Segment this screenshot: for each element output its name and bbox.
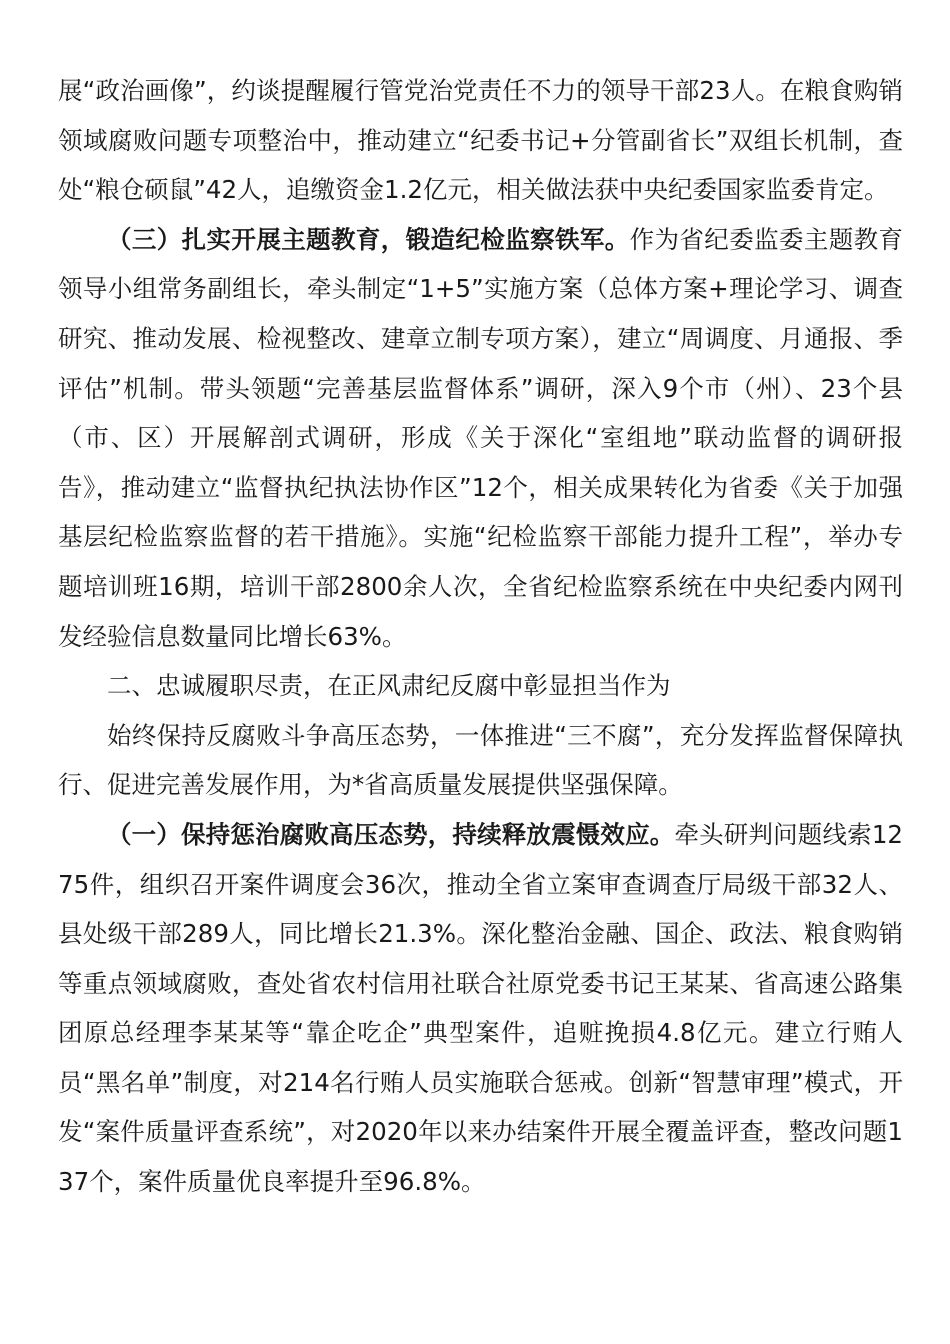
paragraph-continued: 展“政治画像”，约谈提醒履行管党治党责任不力的领导干部23人。在粮食购销领域腐败问题专项整治中，推动建立“纪委书记+分管副省长”双组长机制，查处“粮仓硕鼠”42人，追缴资金1.2亿元，相关做法获中央纪委国家监委肯定。: [58, 76, 903, 205]
chapter-two-heading: 二、忠诚履职尽责，在正风肃纪反腐中彰显担当作为: [107, 671, 671, 701]
section-three-body: 作为省纪委监委主题教育领导小组常务副组长，牵头制定“1+5”实施方案（总体方案+理论学习、调查研究、推动发展、检视整改、建章立制专项方案），建立“周调度、月通报、季评估”机制。带头领题“完善基层监督体系”调研，深入9个市（州）、23个县（市、区）开展解剖式调研，形成《关于深化“室组地”联动监督的调研报告》，推动建立“监督执纪执法协作区”12个，相关成果转化为省委《关于加强基层纪检监察监督的若干措施》。实施“纪检监察干部能力提升工程”，举办专题培训班16期，培训干部2800余人次，全省纪检监察系统在中央纪委内网刊发经验信息数量同比增长63%。: [58, 224, 904, 651]
section-one-heading: （一）保持惩治腐败高压态势，持续释放震慑效应。: [107, 819, 675, 849]
chapter-two-intro: 始终保持反腐败斗争高压态势，一体推进“三不腐”，充分发挥监督保障执行、促进完善发展作用，为*省高质量发展提供坚强保障。: [58, 720, 903, 800]
section-one-body: 牵头研判问题线索1275件，组织召开案件调度会36次，推动全省立案审查调查厅局级干部32人、县处级干部289人，同比增长21.3%。深化整治金融、国企、政法、粮食购销等重点领域腐败，查处省农村信用社联合社原党委书记王某某、省高速公路集团原总经理李某某等“靠企吃企”典型案件，追赃挽损4.8亿元。建立行贿人员“黑名单”制度，对214名行贿人员实施联合惩戒。创新“智慧审理”模式，开发“案件质量评查系统”，对2020年以来办结案件开展全覆盖评查，整改问题137个，案件质量优良率提升至96.8%。: [58, 819, 903, 1197]
paragraph-section-one: [58, 810, 903, 1207]
section-three-heading: （三）扎实开展主题教育，锻造纪检监察铁军。: [107, 224, 630, 254]
paragraph-section-three: [58, 215, 903, 661]
document-page: [58, 66, 903, 1207]
